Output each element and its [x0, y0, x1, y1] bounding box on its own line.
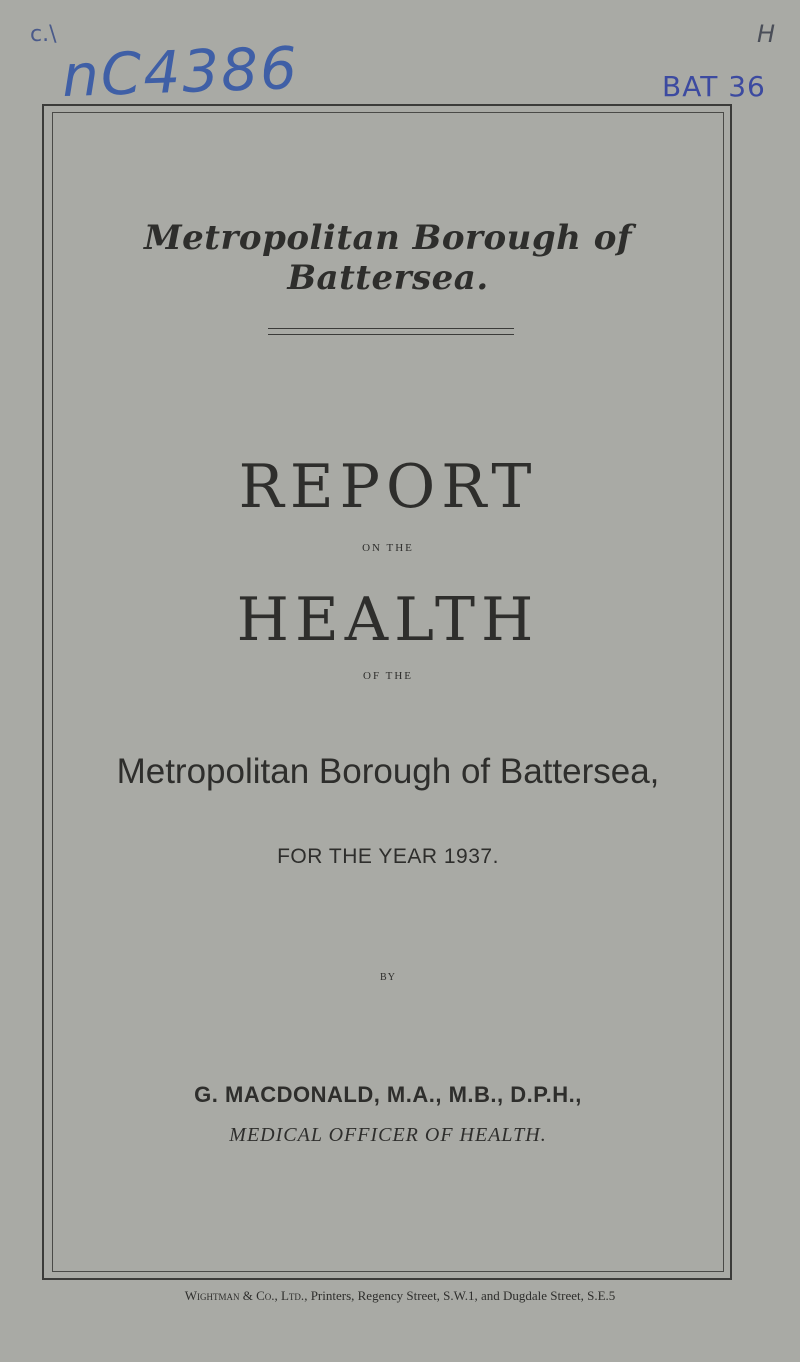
author-name: G. MACDONALD, M.A., M.B., D.P.H.,: [194, 1082, 582, 1107]
borough-heading: Metropolitan Borough of Battersea.: [144, 218, 632, 298]
printer-address: , Printers, Regency Street, S.W.1, and Dugdale Street, S.E.5: [304, 1288, 616, 1303]
handwritten-shelf-code: BAT 36: [662, 70, 766, 103]
author-role: MEDICAL OFFICER OF HEALTH.: [229, 1124, 547, 1146]
of-the-connector: OF THE: [363, 670, 413, 682]
printer-name: Wightman & Co., Ltd.: [184, 1288, 305, 1303]
report-year: FOR THE YEAR 1937.: [277, 845, 499, 868]
by-connector: BY: [380, 972, 396, 983]
health-title: HEALTH: [236, 585, 540, 655]
handwritten-corner-letter: H: [757, 20, 776, 48]
handwritten-accession-number: nC4386: [60, 33, 300, 111]
borough-name: Metropolitan Borough of Battersea,: [116, 752, 660, 791]
report-title: REPORT: [238, 452, 538, 522]
heading-rule-top: [268, 328, 514, 329]
handwritten-mark: c.\: [30, 22, 57, 47]
on-the-connector: ON THE: [362, 542, 414, 554]
printer-imprint: [40, 1288, 760, 1304]
heading-rule-bottom: [268, 334, 514, 335]
